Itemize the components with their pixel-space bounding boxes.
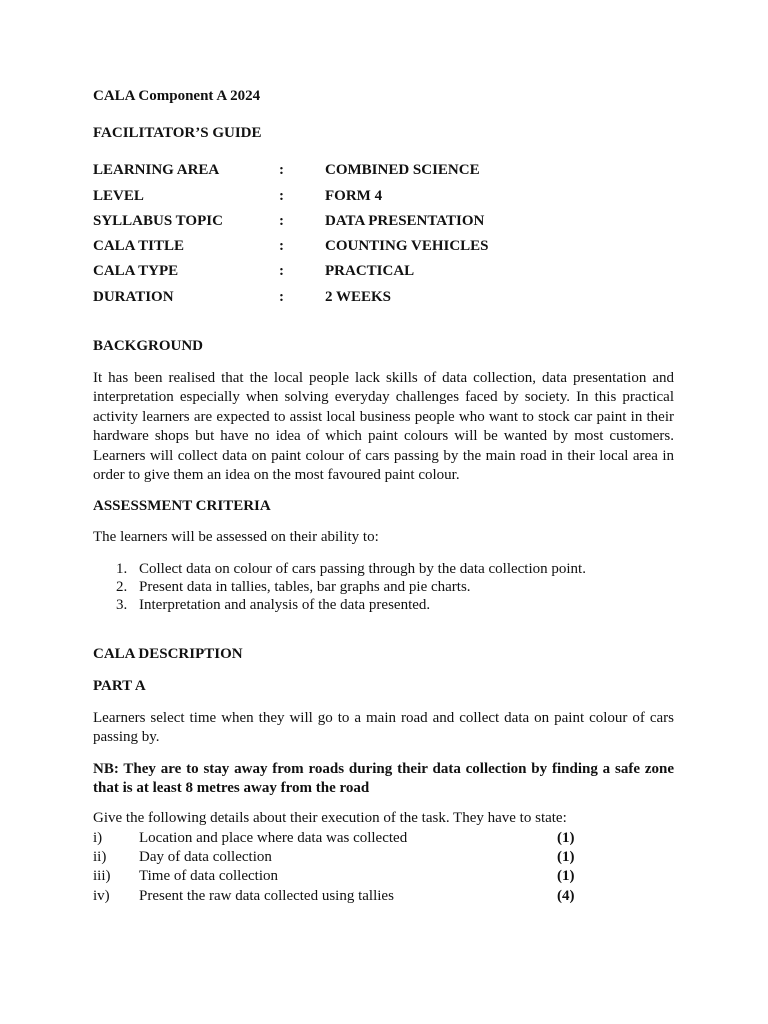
question-row	[93, 888, 593, 908]
info-label: LEARNING AREA	[93, 162, 220, 178]
description-heading: CALA DESCRIPTION	[93, 646, 243, 662]
question-marks: (1)	[557, 849, 575, 865]
part-a-heading: PART A	[93, 678, 146, 694]
assessment-intro: The learners will be assessed on their ability to:	[93, 529, 379, 545]
question-row	[93, 830, 593, 850]
item-text: Present data in tallies, tables, bar graphs and pie charts.	[139, 579, 471, 595]
info-label: SYLLABUS TOPIC	[93, 213, 223, 229]
info-separator: :	[279, 188, 284, 204]
info-value: COMBINED SCIENCE	[325, 162, 480, 178]
info-separator: :	[279, 162, 284, 178]
question-row	[93, 849, 593, 869]
question-number: iii)	[93, 868, 111, 884]
question-row	[93, 868, 593, 888]
info-row-learning-area	[93, 162, 674, 182]
info-separator: :	[279, 263, 284, 279]
info-label: DURATION	[93, 289, 174, 305]
info-row-duration	[93, 289, 674, 309]
question-text: Day of data collection	[139, 849, 272, 865]
info-value: COUNTING VEHICLES	[325, 238, 489, 254]
question-text: Location and place where data was collected	[139, 830, 408, 846]
background-paragraph: It has been realised that the local people lack skills of data collection, data presentation and interpretation especially when solving everyday challenges faced by society. In this practical activity learners are expected to assist local business people who want to stock car paint in their hardware shops but have no idea of which paint colours will be wanted by most customers. Learners will collect data on paint colour of cars passing by the main road in their local area in order to give them an idea on the most favoured paint colour.	[93, 370, 674, 484]
question-marks: (1)	[557, 868, 575, 884]
info-separator: :	[279, 289, 284, 305]
info-label: CALA TITLE	[93, 238, 185, 254]
info-row-cala-type	[93, 263, 674, 283]
info-separator: :	[279, 238, 284, 254]
question-marks: (4)	[557, 888, 575, 904]
question-text: Time of data collection	[139, 868, 278, 884]
safety-note: NB: They are to stay away from roads during their data collection by finding a safe zone that is at least 8 metres away from the road	[93, 761, 674, 797]
item-number: 2.	[116, 579, 128, 595]
assessment-heading: ASSESSMENT CRITERIA	[93, 498, 271, 514]
question-marks: (1)	[557, 830, 575, 846]
document-subtitle: FACILITATOR’S GUIDE	[93, 125, 262, 141]
info-row-level	[93, 188, 674, 208]
assessment-item	[116, 597, 430, 614]
assessment-item	[116, 561, 586, 578]
info-separator: :	[279, 213, 284, 229]
details-intro: Give the following details about their execution of the task. They have to state:	[93, 810, 567, 826]
background-heading: BACKGROUND	[93, 338, 204, 354]
info-value: FORM 4	[325, 188, 383, 204]
item-text: Collect data on colour of cars passing through by the data collection point.	[139, 561, 586, 577]
info-value: 2 WEEKS	[325, 289, 391, 305]
question-text: Present the raw data collected using tallies	[139, 888, 394, 904]
question-number: ii)	[93, 849, 107, 865]
item-number: 1.	[116, 561, 128, 577]
info-value: DATA PRESENTATION	[325, 213, 485, 229]
info-row-cala-title	[93, 238, 674, 258]
assessment-item	[116, 579, 471, 596]
info-label: LEVEL	[93, 188, 144, 204]
document-title: CALA Component A 2024	[93, 88, 261, 104]
question-number: iv)	[93, 888, 110, 904]
item-text: Interpretation and analysis of the data presented.	[139, 597, 431, 613]
part-a-intro: Learners select time when they will go to a main road and collect data on paint colour of cars passing by.	[93, 710, 674, 746]
item-number: 3.	[116, 597, 128, 613]
info-row-syllabus-topic	[93, 213, 674, 233]
info-label: CALA TYPE	[93, 263, 179, 279]
info-value: PRACTICAL	[325, 263, 415, 279]
question-number: i)	[93, 830, 103, 846]
